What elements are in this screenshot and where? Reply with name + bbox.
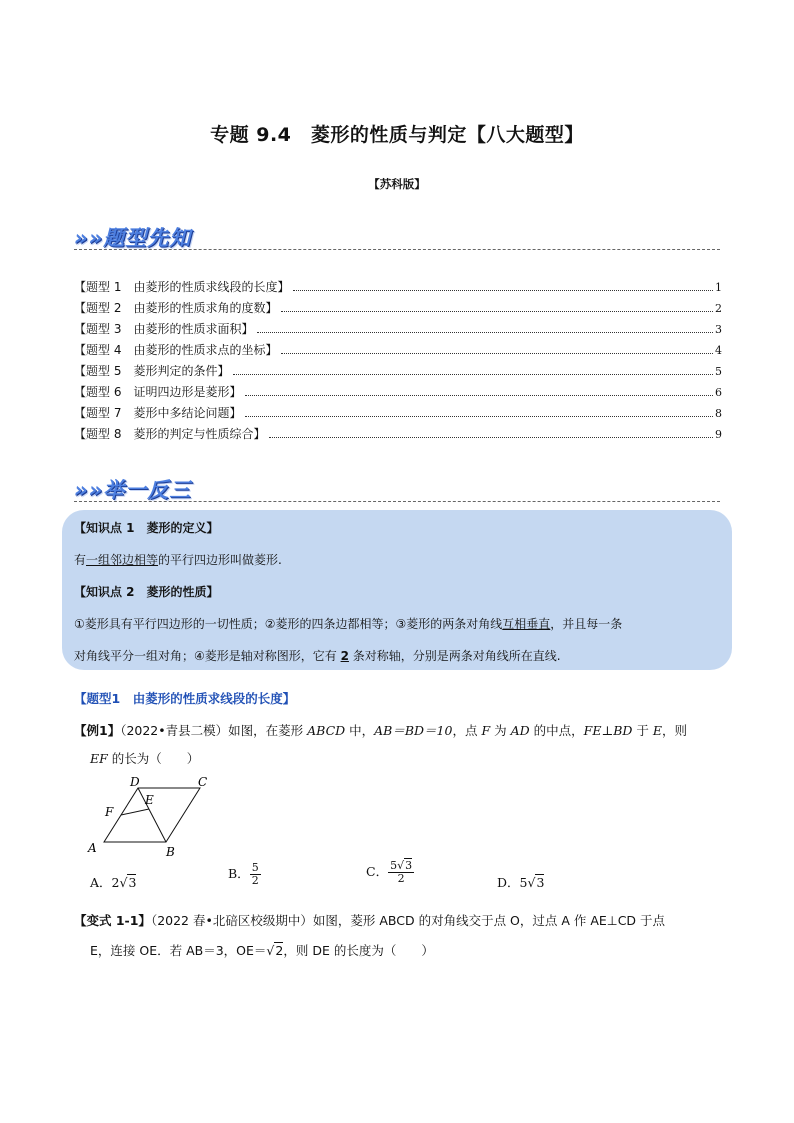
knowledge-1-text: 有一组邻边相等的平行四边形叫做菱形. [74,553,282,567]
knowledge-2-title: 【知识点 2 菱形的性质】 [74,585,219,599]
rhombus-figure [86,774,216,860]
toc-entry-3[interactable]: 【题型 3 由菱形的性质求面积】 3 [74,322,722,336]
option-c[interactable]: C． $\frac{5√3}{2}$ [366,859,413,885]
example-1-question-line2: EF 的长为（ ） [90,751,200,766]
toc-entry-6[interactable]: 【题型 6 证明四边形是菱形】 6 [74,385,722,399]
page-title: 专题 9.4 菱形的性质与判定【八大题型】 [210,124,584,146]
banner-divider [74,501,720,502]
segment-fe [121,809,149,815]
banner-arrows-icon: »» [74,226,104,250]
variant-1-1-line2: E，连接 OE．若 AB＝3，OE＝√2，则 DE 的长度为（ ） [90,943,434,958]
toc-entry-4[interactable]: 【题型 4 由菱形的性质求点的坐标】 4 [74,343,722,357]
section-banner-practice [74,474,191,504]
edition-label: 【苏科版】 [368,177,426,191]
knowledge-1-title: 【知识点 1 菱形的定义】 [74,521,219,535]
label-f: F [105,805,114,819]
knowledge-2-line1: ①菱形具有平行四边形的一切性质；②菱形的四条边都相等；③菱形的两条对角线互相垂直，并且每一条 [74,617,623,631]
toc-entry-7[interactable]: 【题型 7 菱形中多结论问题】 8 [74,406,722,420]
banner-practice-text: 举一反三 [103,478,192,502]
toc-entry-8[interactable]: 【题型 8 菱形的判定与性质综合】 9 [74,427,722,441]
label-a: A [88,841,97,855]
variant-1-1-line1: 【变式 1-1】（2022 春•北碚区校级期中）如图，菱形 ABCD 的对角线交于点 O，过点 A 作 AE⊥CD 于点 [74,913,666,928]
question-type-1-heading: 【题型1 由菱形的性质求线段的长度】 [74,691,296,706]
example-1-question-line1: 【例1】（2022•青县二模）如图，在菱形 ABCD 中，AB＝BD＝10，点 F 为 AD 的中点，FE⊥BD 于 E，则 [74,723,687,738]
label-b: B [166,845,175,859]
banner-overview-text: 题型先知 [103,226,192,250]
toc-entry-1[interactable]: 【题型 1 由菱形的性质求线段的长度】 1 [74,280,722,294]
label-c: C [198,775,208,789]
banner-arrows-icon: »» [74,478,104,502]
toc-entry-5[interactable]: 【题型 5 菱形判定的条件】 5 [74,364,722,378]
option-b[interactable]: B． $\frac{5}{2}$ [228,861,259,887]
option-a[interactable]: A．2√3 [90,875,137,890]
table-of-contents [74,278,722,446]
knowledge-2-line2: 对角线平分一组对角；④菱形是轴对称图形，它有 2 条对称轴，分别是两条对角线所在直线. [74,649,561,663]
option-d[interactable]: D．5√3 [497,875,545,890]
section-banner-overview [74,222,191,252]
label-e: E [145,793,154,807]
toc-entry-2[interactable]: 【题型 2 由菱形的性质求角的度数】 2 [74,301,722,315]
label-d: D [130,775,140,789]
banner-divider [74,249,720,250]
